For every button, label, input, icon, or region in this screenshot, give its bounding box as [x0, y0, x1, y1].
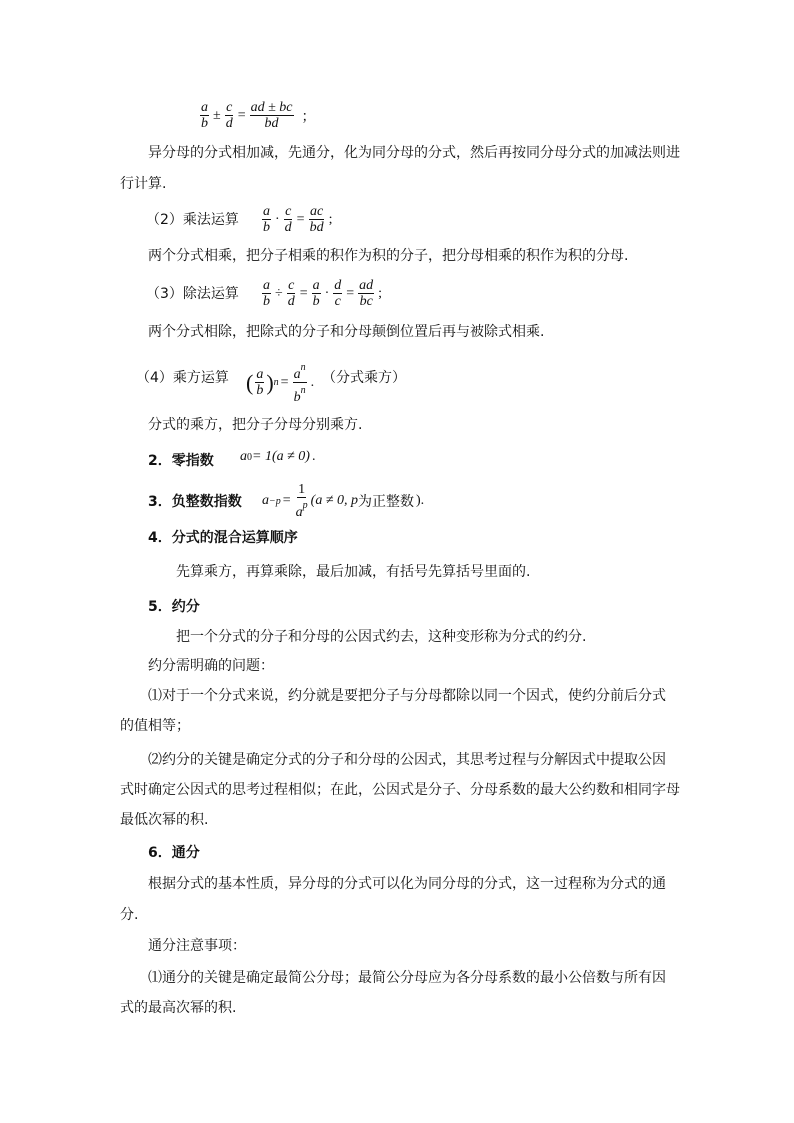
- fraction: $\frac{a^n}{b^n}$: [293, 362, 306, 405]
- pow-label: （4）乘方运算: [136, 370, 229, 386]
- fraction: $\frac{c}{d}$: [225, 100, 233, 131]
- fraction: $\frac{a}{b}$: [256, 367, 264, 398]
- text-line: 的值相等；: [120, 718, 190, 734]
- formula-mul: $\frac{a}{b}$ · $\frac{c}{d}$ = $\frac{ac}{bd}$ ;: [263, 204, 333, 235]
- pow-note: （分式乘方）: [322, 370, 406, 386]
- section-heading: 4．分式的混合运算顺序: [148, 530, 298, 546]
- mul-label: （2）乘法运算: [146, 212, 239, 228]
- text-line: 把一个分式的分子和分母的公因式约去，这种变形称为分式的约分.: [176, 629, 587, 645]
- text-line: 两个分式相除，把除式的分子和分母颠倒位置后再与被除式相乘.: [148, 324, 545, 340]
- formula-neg: a −p = $\frac{1}{a^p}$ (a ≠ 0, p 为正整数 ).: [262, 482, 425, 520]
- section-heading: 5．约分: [148, 599, 200, 615]
- fraction: $\frac{1}{a^p}$: [295, 482, 308, 520]
- section-heading: 3．负整数指数: [148, 494, 242, 510]
- fraction: $\frac{a}{b}$: [263, 278, 270, 309]
- text-line: 分式的乘方，把分子分母分别乘方.: [148, 417, 363, 433]
- text-line: 通分注意事项：: [148, 938, 246, 954]
- fraction: $\frac{c}{d}$: [287, 278, 295, 309]
- text-line: 式的最高次幂的积.: [120, 1000, 237, 1016]
- text-line: 异分母的分式相加减，先通分，化为同分母的分式，然后再按同分母分式的加减法则进: [148, 145, 680, 161]
- formula-zero: a 0 = 1(a ≠ 0) .: [240, 449, 316, 464]
- fraction: $\frac{ad}{bc}$: [359, 278, 374, 309]
- formula-add-sub: $\frac{a}{b}$ ± $\frac{c}{d}$ = $\frac{ad \pm bc}{bd}$ ；: [201, 100, 316, 131]
- text-line: 先算乘方，再算乘除，最后加减，有括号先算括号里面的.: [176, 564, 531, 580]
- fraction: $\frac{ac}{bd}$: [309, 204, 324, 235]
- text-line: 根据分式的基本性质，异分母的分式可以化为同分母的分式，这一过程称为分式的通: [148, 876, 666, 892]
- text-line: 式时确定公因式的思考过程相似；在此，公因式是分子、分母系数的最大公约数和相同字母: [120, 782, 680, 798]
- formula-pow: ( $\frac{a}{b}$ ) n = $\frac{a^n}{b^n}$ .: [246, 362, 315, 405]
- fraction: $\frac{a}{b}$: [201, 100, 208, 131]
- fraction: $\frac{a}{b}$: [263, 204, 270, 235]
- text-line: 约分需明确的问题：: [148, 658, 274, 674]
- text-line: 分.: [120, 907, 139, 923]
- text-line: ⑴对于一个分式来说，约分就是要把分子与分母都除以同一个因式，使约分前后分式: [148, 688, 666, 704]
- div-label: （3）除法运算: [146, 286, 239, 302]
- fraction: $\frac{ad \pm bc}{bd}$: [250, 100, 293, 131]
- text-line: ⑴通分的关键是确定最简公分母；最简公分母应为各分母系数的最小公倍数与所有因: [148, 970, 666, 986]
- text-line: 行计算.: [120, 176, 167, 192]
- section-heading: 6．通分: [148, 845, 200, 861]
- section-heading: 2．零指数: [148, 453, 214, 469]
- text-line: ⑵约分的关键是确定分式的分子和分母的公因式，其思考过程与分解因式中提取公因: [148, 752, 666, 768]
- fraction: $\frac{d}{c}$: [334, 278, 342, 309]
- text-line: 两个分式相乘，把分子相乘的积作为积的分子，把分母相乘的积作为积的分母.: [148, 248, 629, 264]
- fraction: $\frac{c}{d}$: [284, 204, 292, 235]
- text-line: 最低次幂的积.: [120, 812, 209, 828]
- formula-div: $\frac{a}{b}$ ÷ $\frac{c}{d}$ = $\frac{a}{b}$ · $\frac{d}{c}$ = $\frac{ad}{bc}$ ;: [263, 278, 383, 309]
- fraction: $\frac{a}{b}$: [312, 278, 320, 309]
